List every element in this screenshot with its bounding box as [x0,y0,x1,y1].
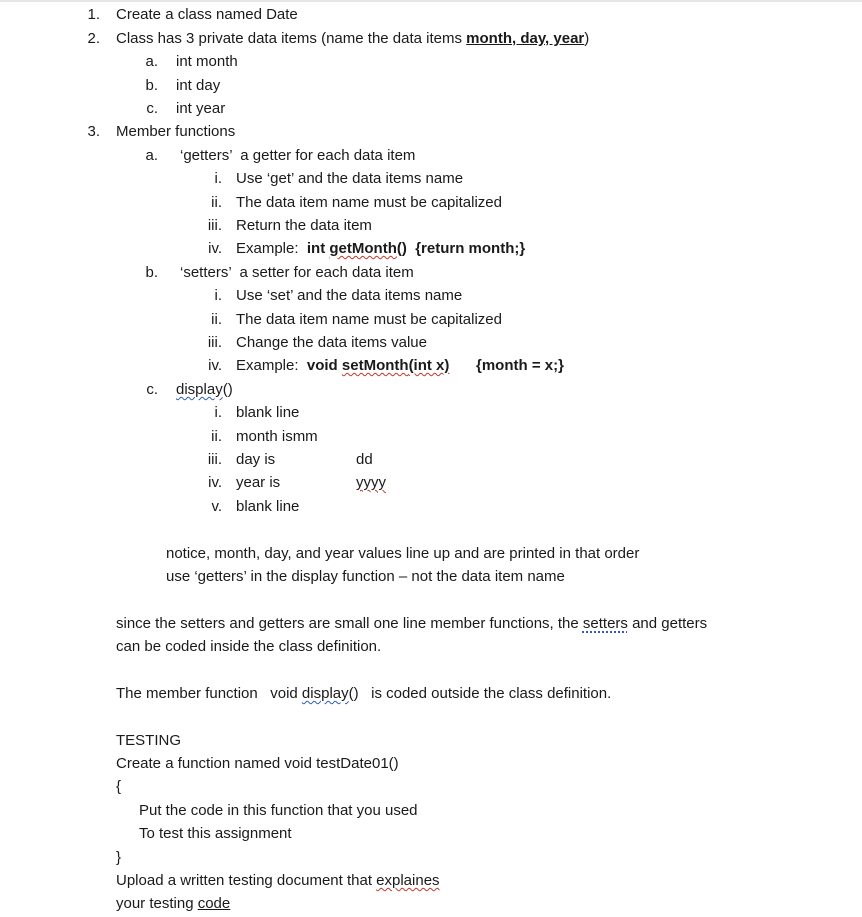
list-marker: i. [214,404,222,421]
list-item-text: The data item name must be capitalized [236,311,502,328]
format-value: yyyy [356,474,386,491]
paragraph-text: The member function void [116,685,302,702]
list-marker: a. [145,53,158,70]
code-text: int [306,240,330,257]
paragraph-line: Put the code in this function that you used [139,802,418,819]
list-item-text: int year [176,100,226,117]
list-item [116,30,589,48]
brace-open: { [116,778,122,795]
list-item-text: display [176,381,223,398]
code-text: getMonth [329,240,397,257]
paragraph-text: since the setters and getters are small one line member functions, the [116,615,583,632]
paragraph-line [116,895,230,913]
list-item-text: month ismm [236,428,318,445]
paragraph-line: can be coded inside the class definition. [116,638,382,655]
paragraph-text: Upload a written testing document that [116,872,377,889]
code-text: {return month;} [406,240,526,257]
code-text: setMonth [341,357,409,374]
display-item [176,381,233,399]
list-item-text: day is [236,451,276,468]
list-marker: a. [145,147,158,164]
paragraph-text: your testing [116,895,198,912]
list-marker: iii. [207,334,222,351]
format-value: dd [356,451,373,468]
list-item-text: ‘getters’ a getter for each data item [180,147,416,164]
list-item-text: blank line [236,498,300,515]
list-marker: ii. [211,311,222,328]
list-marker: iii. [207,451,222,468]
list-marker: ii. [211,428,222,445]
paragraph-text: display [301,685,349,702]
list-marker: iv. [208,240,222,257]
list-item-text: Member functions [116,123,236,140]
paragraph-text: code [197,895,231,912]
list-item-text: Change the data items value [236,334,427,351]
list-item-text: Return the data item [236,217,372,234]
code-text: (int x) [408,357,450,374]
list-item-text: ‘setters’ a setter for each data item [180,264,414,281]
list-marker: v. [211,498,222,515]
paragraph-text: is coded outside the class definition. [358,685,612,702]
list-marker: 3. [87,123,100,140]
setter-example [236,357,449,375]
note-line: use ‘getters’ in the display function – not the data item name [166,568,565,585]
list-item-tail: ) [584,30,590,47]
section-heading: TESTING [116,732,182,749]
list-item-text: The data item name must be capitalized [236,194,502,211]
list-marker: iv. [208,474,222,491]
list-item-text: year is [236,474,281,491]
paragraph-line: To test this assignment [139,825,292,842]
paragraph-text: and getters [627,615,708,632]
list-item-text: Use ‘set’ and the data items name [236,287,463,304]
list-marker: c. [146,100,158,117]
list-item-tail: () [222,381,233,398]
list-marker: i. [214,170,222,187]
list-marker: 2. [87,30,100,47]
example-label: Example: [236,357,307,374]
paragraph-text: explaines [376,872,440,889]
paragraph-text: () [348,685,359,702]
top-border [0,0,862,2]
list-marker: iii. [207,217,222,234]
list-marker: c. [146,381,158,398]
brace-close: } [116,849,122,866]
example-label: Example: [236,240,307,257]
list-item-text: blank line [236,404,300,421]
paragraph-line: Create a function named void testDate01() [116,755,399,772]
getter-example [236,240,525,258]
data-item-names: month, day, year [466,30,585,47]
list-item-text: int month [176,53,238,70]
list-marker: b. [145,264,158,281]
code-text: void [306,357,342,374]
paragraph-line [116,872,440,890]
list-marker: iv. [208,357,222,374]
list-item-text: int day [176,77,221,94]
paragraph-line [116,685,611,703]
paragraph-text: setters [582,615,628,632]
list-item-text: Class has 3 private data items (name the data items [116,30,467,47]
code-text: {month = x;} [476,357,564,374]
list-marker: i. [214,287,222,304]
list-item-text: Create a class named Date [116,6,298,23]
list-marker: 1. [87,6,100,23]
list-item-text: Use ‘get’ and the data items name [236,170,464,187]
code-text: () [396,240,407,257]
list-marker: ii. [211,194,222,211]
note-line: notice, month, day, and year values line up and are printed in that order [166,545,640,562]
paragraph-line [116,615,707,633]
list-marker: b. [145,77,158,94]
